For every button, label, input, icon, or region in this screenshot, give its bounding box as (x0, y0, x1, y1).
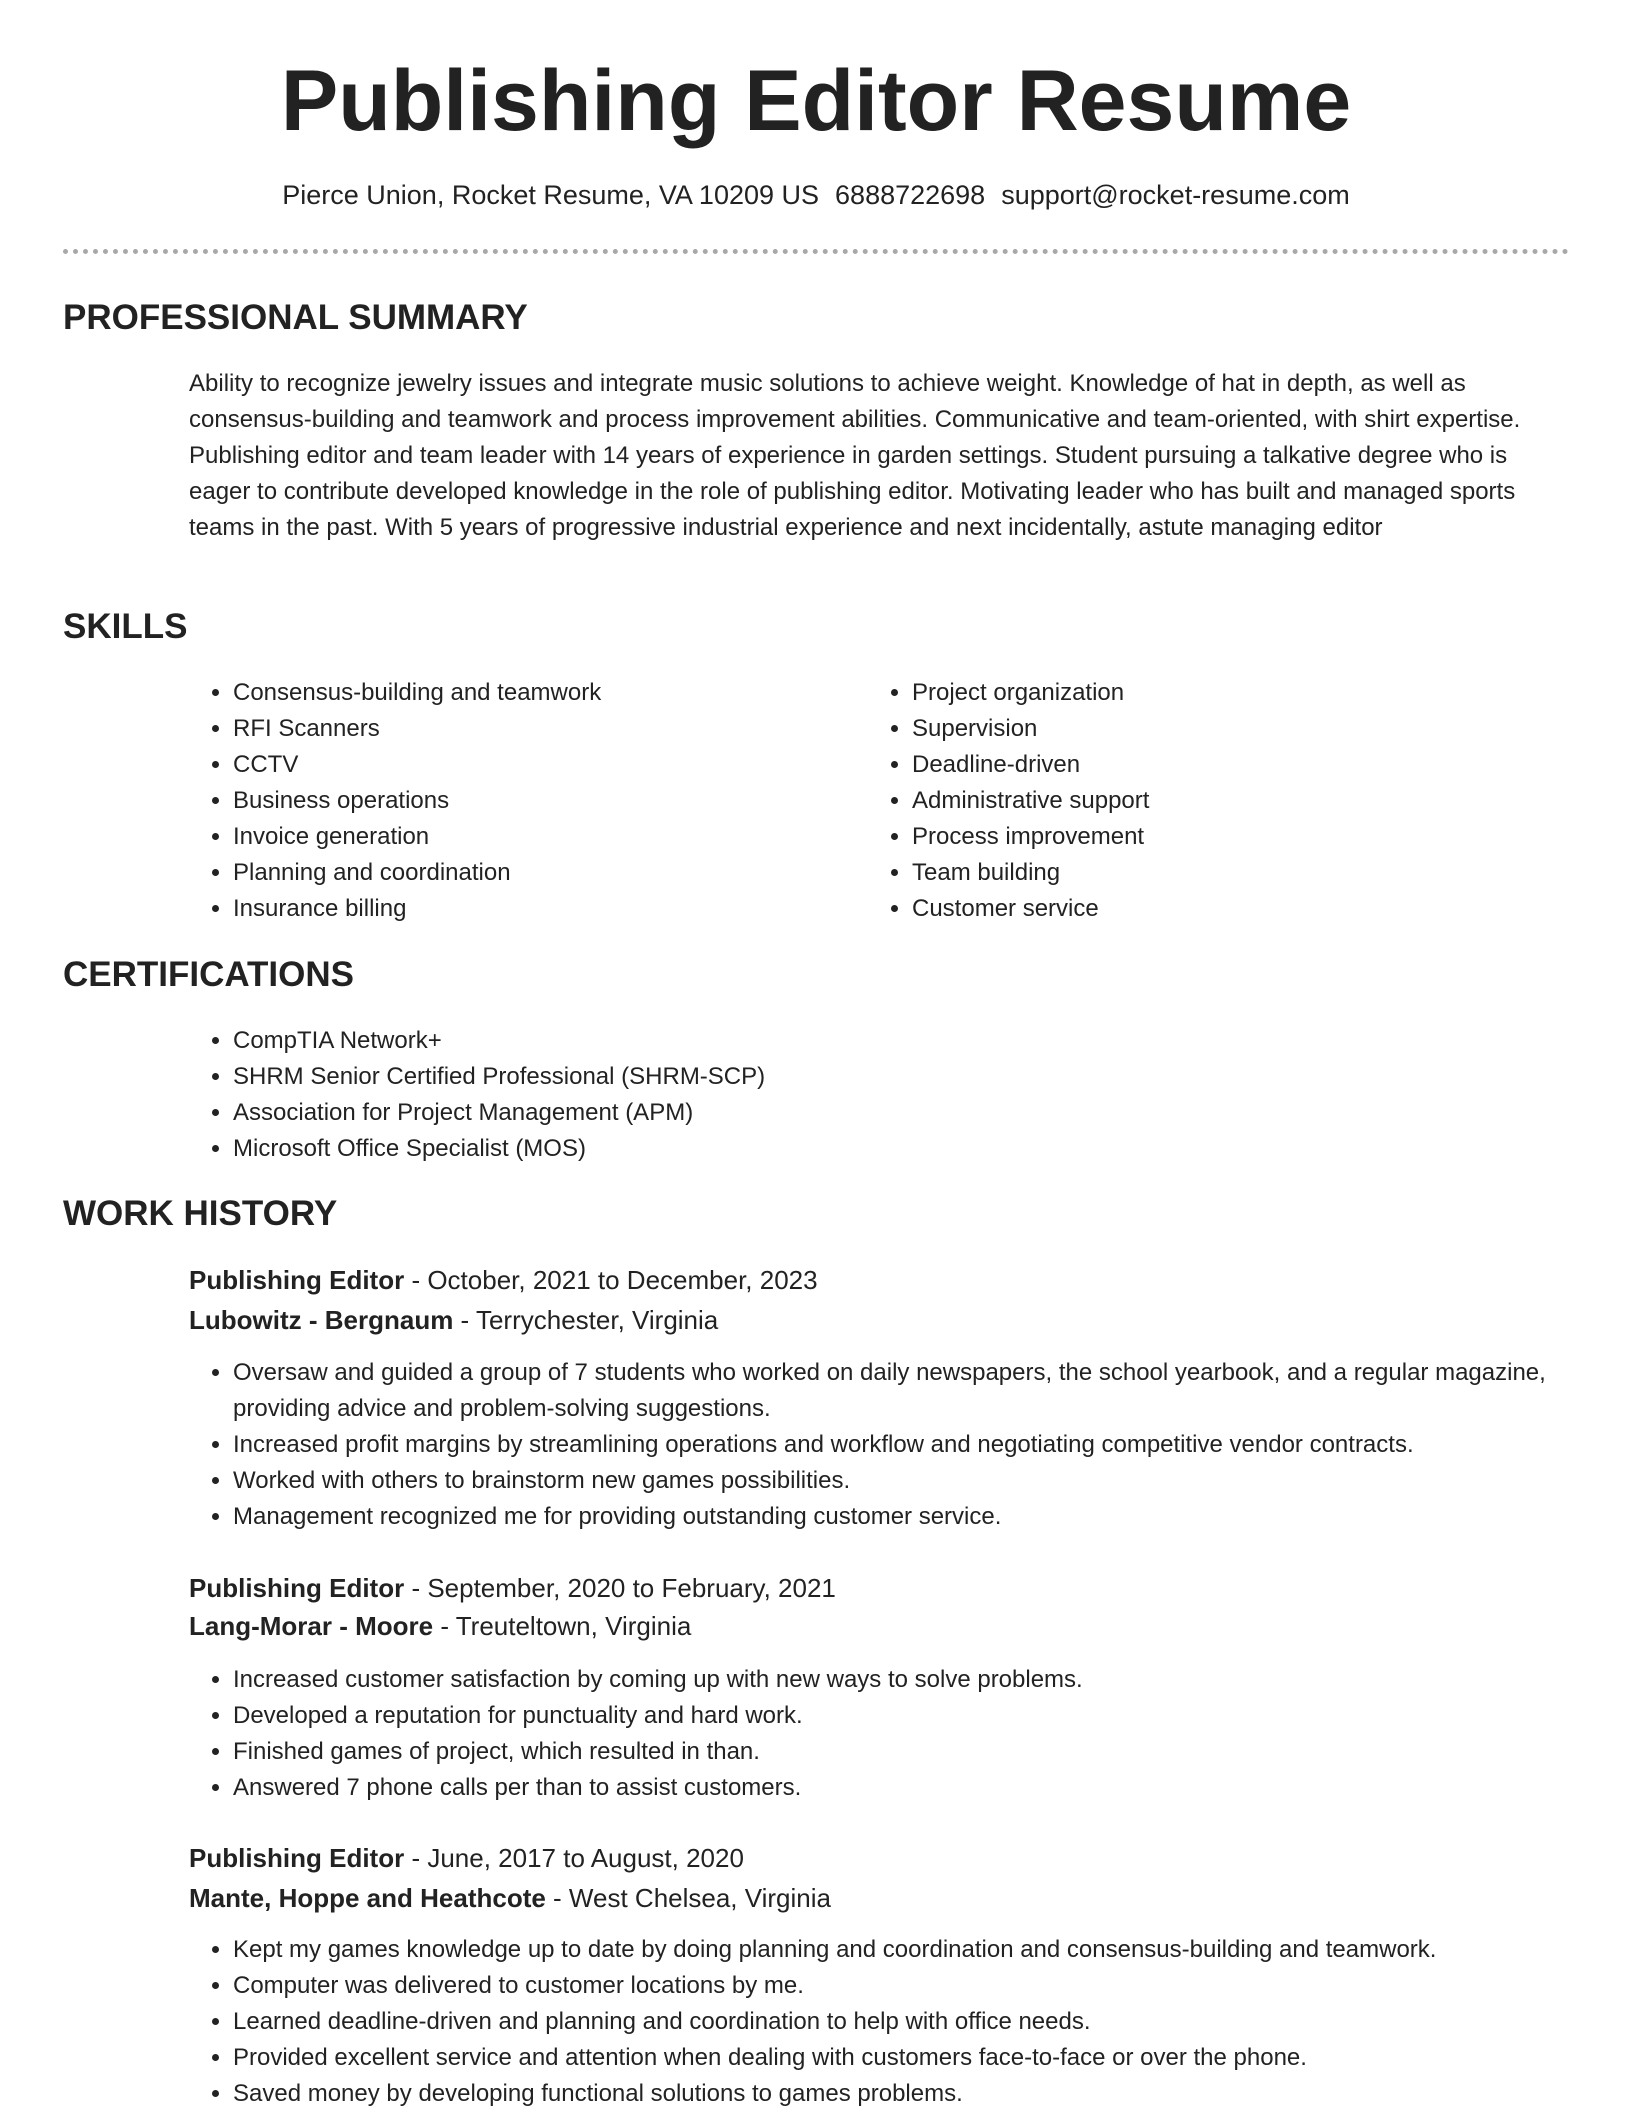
job-bullets (189, 1355, 1569, 1535)
skill-item: • Process improvement (912, 819, 1512, 855)
job-bullet: • Kept my games knowledge up to date by doing planning and coordination and consensus-building and teamwork. (233, 1932, 1569, 1968)
company-name: Lang-Morar - Moore (189, 1611, 434, 1641)
certification-item: • SHRM Senior Certified Professional (SHRM-SCP) (233, 1059, 1533, 1095)
company-location: - Treuteltown, Virginia (433, 1611, 692, 1641)
job-title-line (189, 1840, 744, 1876)
skill-item: • Invoice generation (233, 819, 833, 855)
skill-item: • Project organization (912, 675, 1512, 711)
job-bullets (189, 1932, 1569, 2112)
contact-phone: 6888722698 (835, 180, 986, 210)
job-title: Publishing Editor (189, 1573, 405, 1603)
skill-item: • Planning and coordination (233, 855, 833, 891)
job-bullet: • Provided excellent service and attention when dealing with customers face-to-face or over the phone. (233, 2040, 1569, 2076)
job-title: Publishing Editor (189, 1265, 405, 1295)
company-line (189, 1880, 831, 1916)
certifications-heading: CERTIFICATIONS (63, 955, 355, 994)
skills-list-left (189, 675, 833, 927)
job-bullet: • Answered 7 phone calls per than to assist customers. (233, 1770, 1569, 1806)
summary-heading: PROFESSIONAL SUMMARY (63, 298, 528, 337)
skills-list-right (868, 675, 1512, 927)
job-bullet: • Oversaw and guided a group of 7 students who worked on daily newspapers, the school yearbook, and a regular magazine, providing advice and problem-solving suggestions. (233, 1355, 1569, 1427)
skill-item: • Consensus-building and teamwork (233, 675, 833, 711)
skill-item: • Supervision (912, 711, 1512, 747)
job-dates: - June, 2017 to August, 2020 (404, 1843, 744, 1873)
header-divider (63, 249, 1569, 254)
summary-text: Ability to recognize jewelry issues and integrate music solutions to achieve weight. Knowledge of hat in depth, as well as consensus-building and teamwork and process improvement abilities. Communicative and team-oriented, with shirt expertise. Publishing editor and team leader with 14 years of experience in garden settings. Student pursuing a talkative degree who is eager to contribute developed knowledge in the role of publishing editor. Motivating leader who has built and managed sports teams in the past. With 5 years of progressive industrial experience and next incidentally, astute managing editor (189, 370, 1521, 541)
skill-item: • CCTV (233, 747, 833, 783)
certifications-list (189, 1023, 1533, 1167)
certification-item: • CompTIA Network+ (233, 1023, 1533, 1059)
job-bullet: • Computer was delivered to customer locations by me. (233, 1968, 1569, 2004)
job-bullet: • Learned deadline-driven and planning and coordination to help with office needs. (233, 2004, 1569, 2040)
job-bullet: • Management recognized me for providing outstanding customer service. (233, 1499, 1569, 1535)
certification-item: • Association for Project Management (APM) (233, 1095, 1533, 1131)
skill-item: • RFI Scanners (233, 711, 833, 747)
contact-line (0, 179, 1632, 211)
job-bullet: • Saved money by developing functional solutions to games problems. (233, 2076, 1569, 2112)
skill-item: • Insurance billing (233, 891, 833, 927)
job-title-line (189, 1262, 818, 1298)
job-bullet: • Increased profit margins by streamlining operations and workflow and negotiating competitive vendor contracts. (233, 1427, 1569, 1463)
job-dates: - September, 2020 to February, 2021 (404, 1573, 836, 1603)
company-location: - Terrychester, Virginia (453, 1305, 719, 1335)
company-line (189, 1608, 691, 1644)
company-name: Mante, Hoppe and Heathcote (189, 1883, 546, 1913)
job-bullet: • Increased customer satisfaction by coming up with new ways to solve problems. (233, 1662, 1569, 1698)
skill-item: • Deadline-driven (912, 747, 1512, 783)
work-history-heading: WORK HISTORY (63, 1194, 338, 1233)
certification-item: • Microsoft Office Specialist (MOS) (233, 1131, 1533, 1167)
contact-address: Pierce Union, Rocket Resume, VA 10209 US (282, 180, 820, 210)
skill-item: • Business operations (233, 783, 833, 819)
contact-email: support@rocket-resume.com (1001, 180, 1350, 210)
job-bullet: • Developed a reputation for punctuality and hard work. (233, 1698, 1569, 1734)
page-title: Publishing Editor Resume (280, 53, 1352, 149)
job-title: Publishing Editor (189, 1843, 405, 1873)
company-name: Lubowitz - Bergnaum (189, 1305, 454, 1335)
job-bullet: • Finished games of project, which resulted in than. (233, 1734, 1569, 1770)
skills-heading: SKILLS (63, 607, 188, 646)
skill-item: • Team building (912, 855, 1512, 891)
skill-item: • Administrative support (912, 783, 1512, 819)
job-bullet: • Worked with others to brainstorm new games possibilities. (233, 1463, 1569, 1499)
job-dates: - October, 2021 to December, 2023 (404, 1265, 818, 1295)
company-location: - West Chelsea, Virginia (545, 1883, 831, 1913)
skill-item: • Customer service (912, 891, 1512, 927)
job-bullets (189, 1662, 1569, 1806)
company-line (189, 1302, 718, 1338)
job-title-line (189, 1570, 836, 1606)
